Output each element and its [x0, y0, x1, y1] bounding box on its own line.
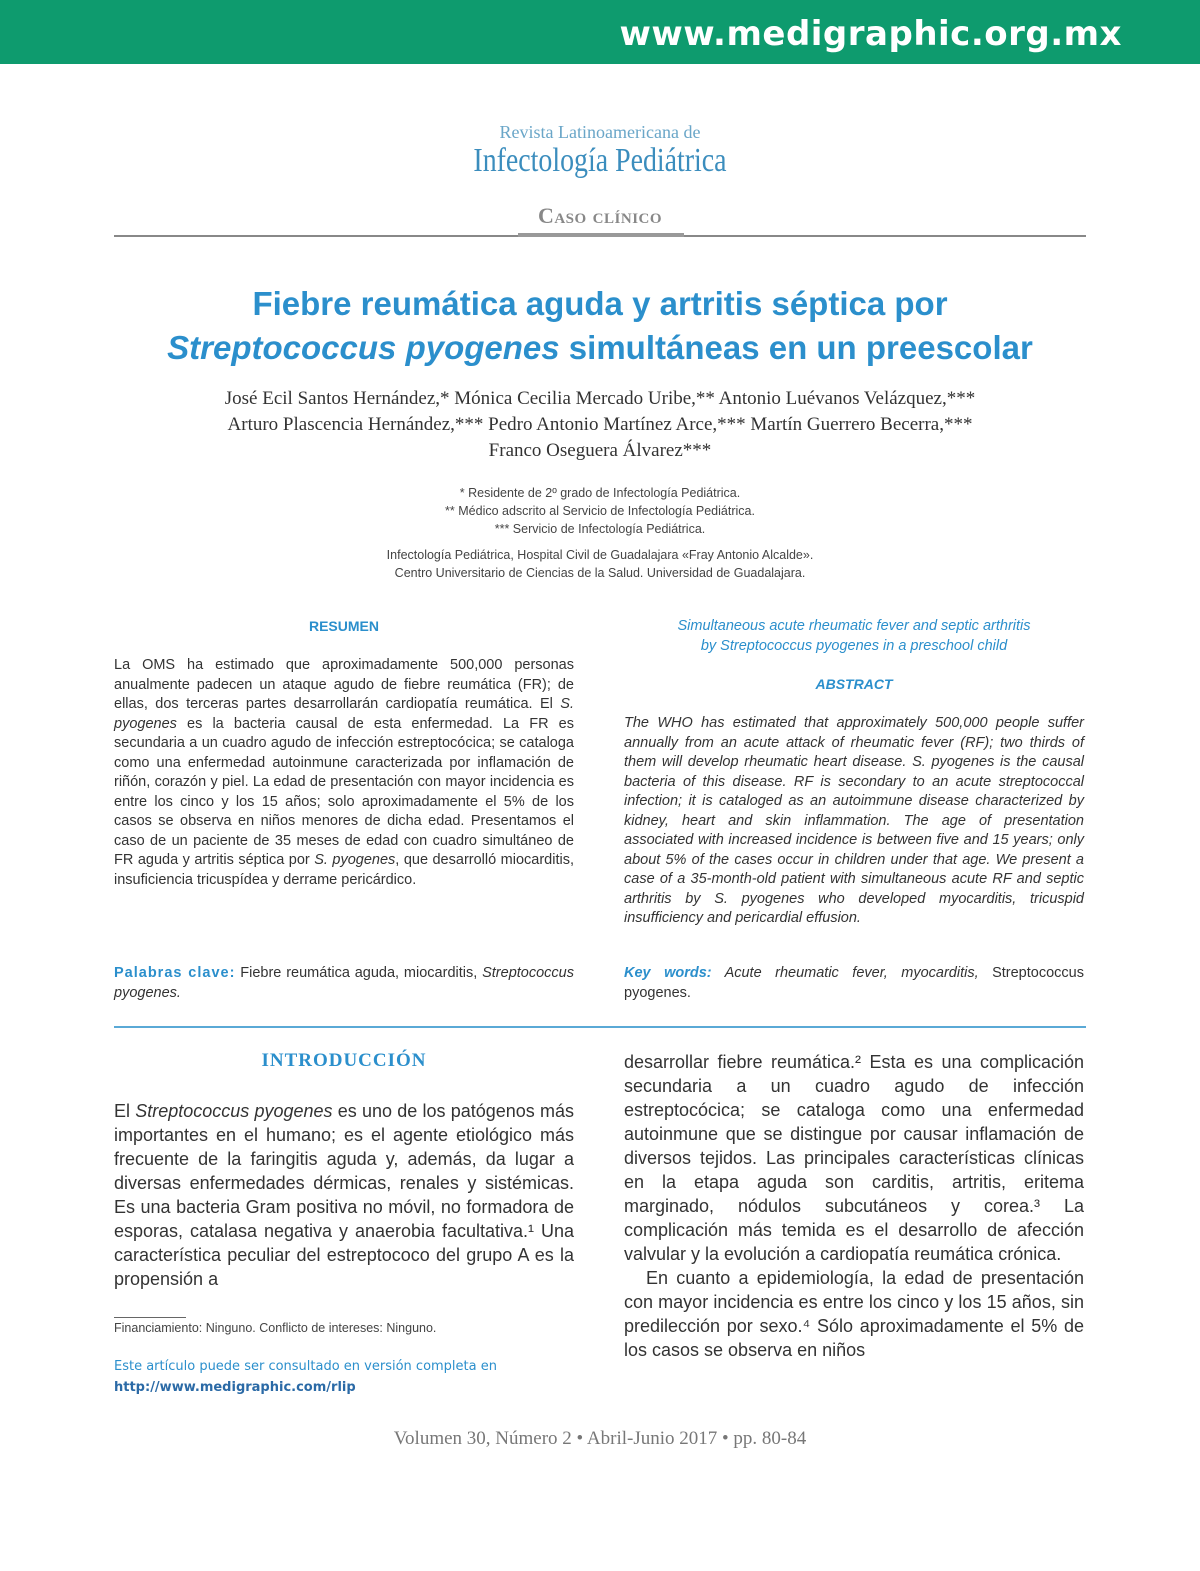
- intro-left-text: [114, 1099, 574, 1291]
- intro-right-text: [624, 1050, 1084, 1362]
- institution-line-2: Centro Universitario de Ciencias de la Salud. Universidad de Guadalajara.: [394, 566, 806, 580]
- affiliation-3: *** Servicio de Infectología Pediátrica.: [494, 522, 706, 536]
- title-line-1: Fiebre reumática aguda y artritis séptica por: [252, 285, 948, 322]
- abstract-heading: ABSTRACT: [815, 676, 893, 692]
- palabras-clave-label: Palabras clave:: [114, 965, 236, 981]
- affiliation-1: * Residente de 2º grado de Infectología Pediátrica.: [459, 486, 741, 500]
- intro-right-paragraph-2: En cuanto a epidemiología, la edad de presentación con mayor incidencia es entre los cinco y los 15 años, sin predilección por sexo.⁴ Sólo aproximadamente el 5% de los casos se observa en niños: [624, 1268, 1084, 1360]
- key-words-species: Streptococcus pyogenes.: [624, 965, 1084, 1001]
- availability-link[interactable]: http://www.medigraphic.com/rlip: [114, 1380, 356, 1395]
- institution-line-1: Infectología Pediátrica, Hospital Civil de Guadalajara «Fray Antonio Alcalde».: [386, 548, 814, 562]
- resumen-part-1: La OMS ha estimado que aproximadamente 500,000 personas anualmente padecen un ataque agudo de fiebre reumática (FR); de ellas, dos terceras partes desarrollarán cardiopatía reumática. El: [114, 657, 574, 712]
- issue-footer: Volumen 30, Número 2 • Abril-Junio 2017 • pp. 80-84: [393, 1428, 807, 1449]
- affiliation-2: ** Médico adscrito al Servicio de Infectología Pediátrica.: [445, 504, 755, 518]
- footnote-divider: [114, 1317, 186, 1318]
- article-title: [100, 282, 1100, 370]
- authors-line-1: José Ecil Santos Hernández,* Mónica Cecilia Mercado Uribe,** Antonio Luévanos Velázquez,***: [224, 388, 976, 409]
- abstract-title-line-1: Simultaneous acute rheumatic fever and septic arthritis: [677, 618, 1031, 634]
- abstract-divider: [114, 1026, 1086, 1028]
- availability-text: Este artículo puede ser consultado en versión completa en: [114, 1359, 497, 1374]
- authors-line-3: Franco Oseguera Álvarez***: [488, 440, 712, 461]
- section-label: Caso clínico: [537, 203, 663, 228]
- abstract-title: [624, 617, 1084, 656]
- key-words-label: Key words:: [624, 965, 712, 981]
- title-species: Streptococcus pyogenes: [167, 329, 560, 366]
- affiliations: [100, 484, 1100, 538]
- intro-left-a: El: [114, 1101, 136, 1121]
- key-words-text: Acute rheumatic fever, myocarditis,: [711, 965, 993, 981]
- institution: [100, 546, 1100, 582]
- resumen-part-3: , que desarrolló miocarditis, insuficiencia tricuspídea y derrame pericárdico.: [114, 852, 574, 888]
- resumen-heading: RESUMEN: [308, 618, 379, 634]
- palabras-clave-species: Streptococcus pyogenes.: [114, 965, 574, 1001]
- abstract-text: The WHO has estimated that approximately 500,000 people suffer annually from an acute attack of rheumatic fever (RF); two thirds of them will develop rheumatic heart disease. S. pyogenes is the causal bacteria of this disease. RF is secondary to an acute streptococcal infection; it is cataloged as an autoimmune disease characterized by kidney, heart and skin inflammation. The age of presentation associated with increased incidence is between five and 15 years; only about 5% of the cases occur in children under that age. We present a case of a 35-month-old patient with simultaneous acute RF and septic arthritis by S. pyogenes who developed myocarditis, tricuspid insufficiency and pericardial effusion.: [624, 715, 1084, 926]
- intro-left-b: es uno de los patógenos más importantes en el humano; es el agente etiológico más frecuente de la faringitis aguda y, además, da lugar a diversas enfermedades dérmicas, renales y sistémicas. Es una bacteria Gram positiva no móvil, no formadora de esporas, catalasa negativa y anaerobia facultativa.¹ Una característica peculiar del estreptococo del grupo A es la propensión a: [114, 1101, 574, 1289]
- journal-prefix: Revista Latinoamericana de: [499, 122, 701, 142]
- palabras-clave-text: Fiebre reumática aguda, miocarditis,: [235, 965, 483, 981]
- availability-note: [114, 1356, 574, 1398]
- abstract-title-line-2: by Streptococcus pyogenes in a preschool child: [700, 637, 1008, 654]
- title-line-2: [100, 326, 1100, 370]
- palabras-clave: [114, 964, 574, 1003]
- intro-heading: INTRODUCCIÓN: [261, 1050, 427, 1071]
- key-words: [624, 964, 1084, 1003]
- funding-footnote: Financiamiento: Ninguno. Conflicto de intereses: Ninguno.: [114, 1321, 437, 1335]
- resumen-part-2: es la bacteria causal de esta enfermedad. La FR es secundaria a un cuadro agudo de infección estreptocócica; se cataloga como una enfermedad autoinmune caracterizada por inflamación de riñón, corazón y piel. La edad de presentación con mayor incidencia es entre los cinco y los 15 años; solo aproximadamente el 5% de los casos se observa en niños menores de dicha edad. Presentamos el caso de un paciente de 35 meses de edad con cuadro simultáneo de FR aguda y artritis séptica por: [114, 715, 574, 868]
- intro-right-paragraph-1: desarrollar fiebre reumática.² Esta es una complicación secundaria a un cuadro agudo de infección estreptocócica; se cataloga como una enfermedad autoinmune que se distingue por causar inflamación de diversos tejidos. Las principales características clínicas en la etapa aguda son carditis, artritis, eritema marginado, nódulos subcutáneos y corea.³ La complicación más temida es el desarrollo de afección valvular y la evolución a cardiopatía reumática crónica.: [624, 1052, 1084, 1264]
- resumen-species-1: S. pyogenes: [114, 696, 574, 732]
- journal-title: Infectología Pediátrica: [473, 142, 727, 179]
- site-url[interactable]: www.medigraphic.org.mx: [619, 14, 1122, 54]
- title-line-2-rest: simultáneas en un preescolar: [559, 329, 1033, 366]
- resumen-species-2: S. pyogenes: [314, 852, 396, 868]
- resumen-text: [114, 656, 574, 890]
- section-underline: [518, 233, 684, 237]
- authors-line-2: Arturo Plascencia Hernández,*** Pedro Antonio Martínez Arce,*** Martín Guerrero Becerra,***: [227, 414, 973, 435]
- author-list: [100, 386, 1100, 464]
- intro-species: Streptococcus pyogenes: [135, 1101, 333, 1121]
